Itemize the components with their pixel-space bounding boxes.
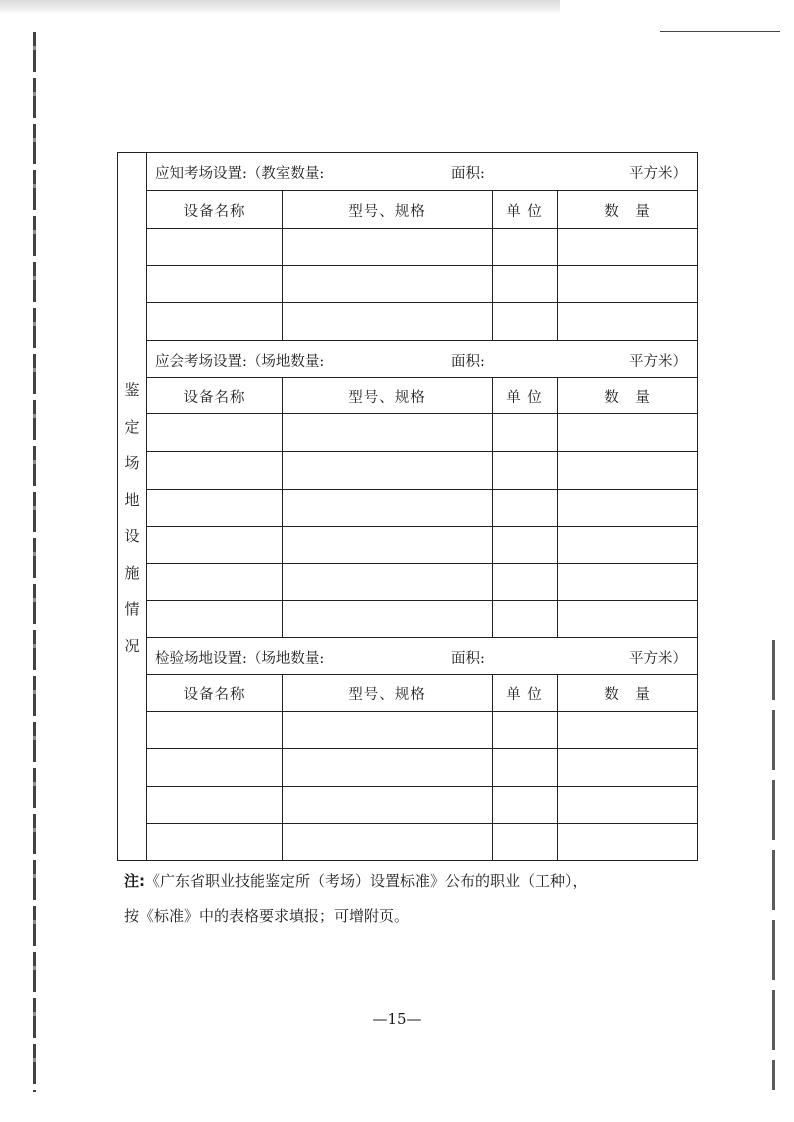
- col-header-spec: 型号、规格: [348, 687, 426, 703]
- col-header-unit: 单 位: [506, 390, 543, 406]
- divider: [147, 674, 698, 675]
- note-text: 《广东省职业技能鉴定所（考场）设置标准》公布的职业（工种），: [145, 872, 588, 890]
- side-label: [117, 372, 147, 664]
- side-label-char: 鉴: [124, 381, 140, 399]
- side-label-char: 施: [124, 563, 140, 582]
- table-row: [147, 786, 698, 787]
- col-header-name: 设备名称: [183, 390, 246, 406]
- side-label-char: 情: [124, 600, 140, 618]
- col-header-name: 设备名称: [183, 687, 246, 703]
- side-label-char: 设: [124, 527, 140, 545]
- col-divider: [282, 674, 283, 860]
- area-unit: 平方米）: [629, 166, 687, 182]
- table-row: [147, 413, 698, 414]
- area-label: 面积:: [451, 354, 485, 370]
- table-row: [147, 600, 698, 601]
- section-title: 应会考场设置:（场地数量:: [155, 354, 325, 370]
- table-row: [147, 489, 698, 490]
- scan-shadow-top: [0, 0, 560, 14]
- table-row: [147, 451, 698, 452]
- col-divider: [282, 377, 283, 637]
- side-label-char: 地: [124, 490, 140, 509]
- col-header-qty: 数 量: [604, 687, 651, 703]
- area-label: 面积:: [451, 166, 485, 182]
- table-row: [147, 563, 698, 564]
- page-number: —15—: [372, 1010, 422, 1028]
- table-row: [147, 748, 698, 749]
- col-divider: [282, 190, 283, 340]
- table-row: [147, 228, 698, 229]
- col-divider: [557, 377, 558, 637]
- col-header-unit: 单 位: [506, 204, 543, 220]
- area-unit: 平方米）: [629, 354, 687, 370]
- section-title: 检验场地设置:（场地数量:: [155, 651, 325, 667]
- col-header-unit: 单 位: [506, 687, 543, 703]
- col-header-qty: 数 量: [604, 390, 651, 406]
- table-row: [147, 711, 698, 712]
- note-prefix: 注:: [124, 872, 145, 890]
- table-row: [147, 526, 698, 527]
- side-label-char: 定: [124, 417, 140, 436]
- col-divider: [557, 190, 558, 340]
- section-divider: [147, 637, 698, 638]
- side-label-char: 场: [124, 454, 140, 472]
- note-line-2: 按《标准》中的表格要求填报；可增附页。: [124, 907, 410, 925]
- area-label: 面积:: [451, 651, 485, 667]
- scan-edge-left: [33, 32, 36, 1092]
- col-divider: [557, 674, 558, 860]
- col-divider: [492, 377, 493, 637]
- col-divider: [492, 674, 493, 860]
- col-divider: [492, 190, 493, 340]
- scan-rule-top-right: [660, 31, 780, 32]
- facility-table: [117, 152, 698, 861]
- table-row: [147, 302, 698, 303]
- table-row: [147, 823, 698, 824]
- divider: [147, 377, 698, 378]
- section-title: 应知考场设置:（教室数量:: [155, 166, 325, 182]
- col-header-name: 设备名称: [183, 204, 246, 220]
- note-line-1: [124, 870, 588, 891]
- col-header-spec: 型号、规格: [348, 204, 426, 220]
- col-header-qty: 数 量: [604, 204, 651, 220]
- area-unit: 平方米）: [629, 651, 687, 667]
- side-label-char: 况: [124, 636, 140, 655]
- table-row: [147, 265, 698, 266]
- col-header-spec: 型号、规格: [348, 390, 426, 406]
- divider: [147, 190, 698, 191]
- section-divider: [147, 340, 698, 341]
